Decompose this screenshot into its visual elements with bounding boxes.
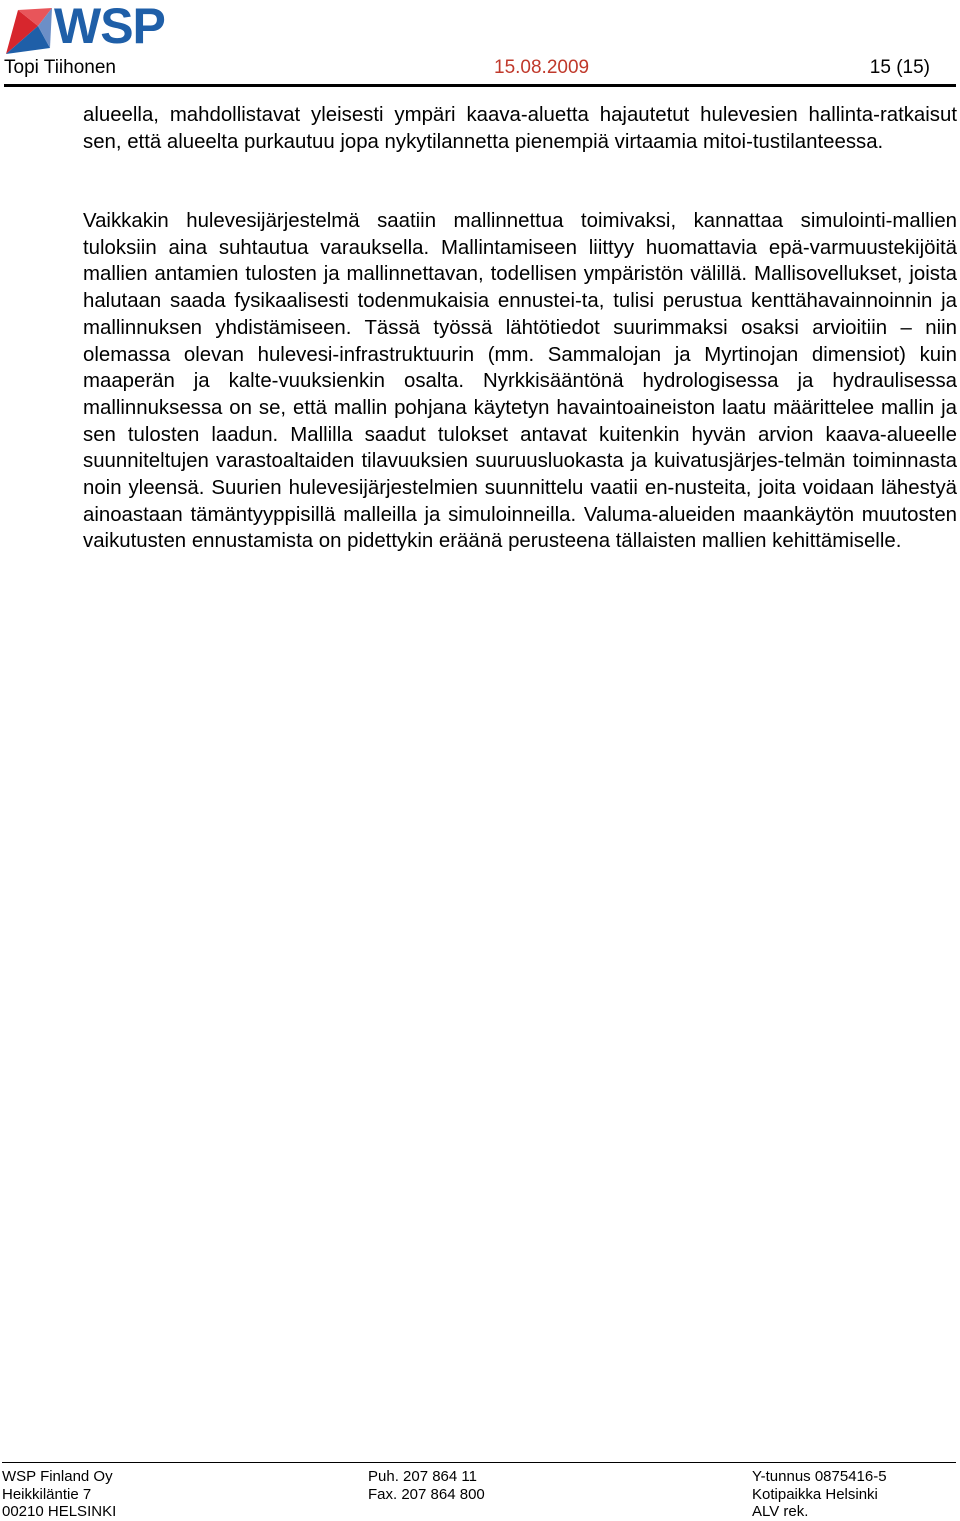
header-date: 15.08.2009 bbox=[494, 57, 590, 78]
page-header bbox=[4, 57, 956, 79]
header-author: Topi Tiihonen bbox=[4, 57, 116, 78]
footer-company-name: WSP Finland Oy bbox=[2, 1468, 113, 1485]
footer-contact bbox=[368, 1468, 485, 1503]
footer-street: Heikkiläntie 7 bbox=[2, 1485, 92, 1503]
body-paragraph-1: alueella, mahdollistavat yleisesti ympäri kaava-aluetta hajautetut hulevesien hallinta-ratkaisut sen, että alueelta purkautuu jopa nykytilannetta pienempiä virtaamia mitoi-tustilanteessa. bbox=[83, 104, 957, 153]
header-divider bbox=[4, 84, 956, 87]
footer-domicile: Kotipaikka Helsinki bbox=[752, 1485, 878, 1503]
wsp-logo-mark-icon bbox=[4, 4, 56, 56]
footer-phone: Puh. 207 864 11 bbox=[368, 1468, 477, 1485]
header-page-number: 15 (15) bbox=[869, 57, 930, 78]
wsp-logo bbox=[4, 0, 166, 56]
footer-postal-city: 00210 HELSINKI bbox=[2, 1503, 117, 1520]
footer-registration bbox=[752, 1468, 887, 1521]
footer-fax: Fax. 207 864 800 bbox=[368, 1485, 485, 1503]
wsp-logo-text: WSP bbox=[54, 0, 165, 54]
footer-business-id: Y-tunnus 0875416-5 bbox=[752, 1468, 887, 1485]
footer-company-address bbox=[2, 1468, 116, 1521]
body-paragraph-2: Vaikkakin hulevesijärjestelmä saatiin mallinnettua toimivaksi, kannattaa simulointi-mallien tuloksiin aina suhtautua varauksella. Mallintamiseen liittyy huomattavia epä-varmuustekijöitä mallien antamien tulosten ja mallinnettavan, todellisen ympäristön välillä. Mallisovellukset, joista halutaan saada fysikaalisesti todenmukaisia ennustei-ta, tulisi perustua kenttähavainnoinnin ja mallinnuksen yhdistämiseen. Tässä työssä lähtötiedot suurimmaksi osaksi arvioitiin – niin olemassa olevan hulevesi-infrastruktuurin (mm. Sammalojan ja Myrtinojan dimensiot) kuin maaperän ja kalte-vuuksienkin osalta. Nyrkkisääntönä hydrologisessa ja hydraulisessa mallinnuksessa on se, että mallin pohjana käytetyn havaintoaineiston laatu määrittelee mallin ja sen tulosten laadun. Mallilla saadut tulokset antavat kuitenkin hyvän arvion kaava-alueelle suunniteltujen varastoaltaiden tilavuuksien suuruusluokasta ja kuivatusjärjes-telmän toiminnasta noin yleensä. Suurien hulevesijärjestelmien suunnittelu vaatii en-nusteita, joita voidaan lähestyä ainoastaan tämäntyyppisillä malleilla ja simuloinneilla. Valuma-alueiden maankäytön muutosten vaikutusten ennustamista on pidettykin eräänä perusteena tällaisten mallien kehittämiselle. bbox=[83, 210, 957, 553]
footer-vat: ALV rek. bbox=[752, 1503, 809, 1520]
footer-divider bbox=[2, 1462, 956, 1463]
